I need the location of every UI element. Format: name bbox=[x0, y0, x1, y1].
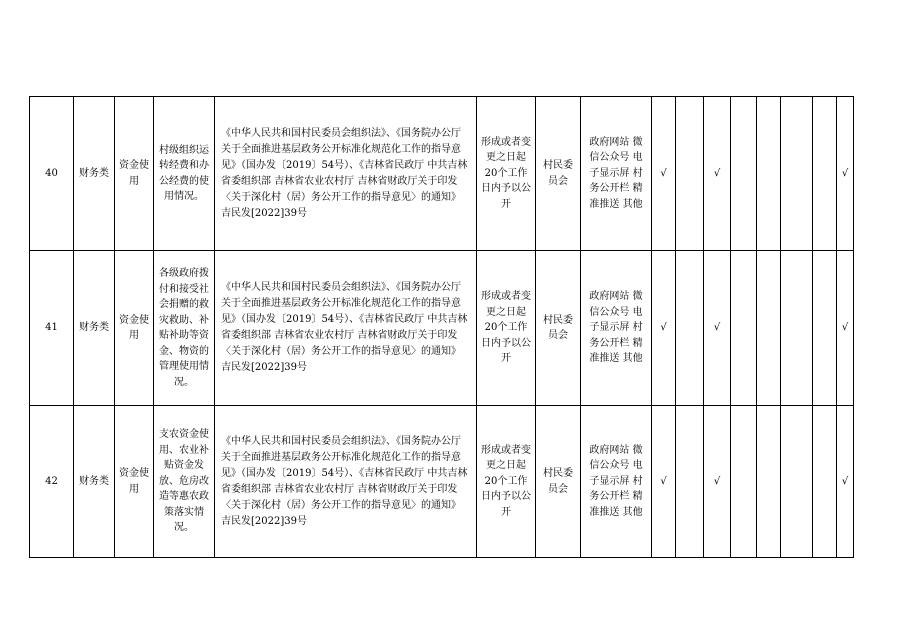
subcategory-cell: 资金使用 bbox=[115, 406, 154, 558]
basis-cell: 《中华人民共和国村民委员会组织法》、《国务院办公厅关于全面推进基层政务公开标准化规范化工作的指导意见》（国办发〔2019〕54号）、《吉林省民政厅 中共吉林省委组织部 吉林省农业农村厅 吉林省财政厅关于印发〈关于深化村（居）务公开工作的指导意见〉的通知》吉民发[2022]39号 bbox=[215, 406, 477, 558]
empty-mark-cell bbox=[757, 97, 781, 251]
timeline-cell: 形成或者变更之日起20个工作日内予以公开 bbox=[477, 406, 536, 558]
timeline-cell: 形成或者变更之日起20个工作日内予以公开 bbox=[477, 97, 536, 251]
empty-mark-cell bbox=[757, 251, 781, 406]
empty-mark-cell bbox=[813, 251, 837, 406]
subject-cell: 村民委员会 bbox=[536, 97, 581, 251]
check-mark-cell: √ bbox=[837, 97, 854, 251]
category-cell: 财务类 bbox=[74, 406, 115, 558]
empty-mark-cell bbox=[781, 251, 813, 406]
empty-mark-cell bbox=[731, 251, 757, 406]
check-mark-cell: √ bbox=[704, 251, 731, 406]
row-number: 42 bbox=[30, 406, 74, 558]
empty-mark-cell bbox=[813, 406, 837, 558]
empty-mark-cell bbox=[781, 406, 813, 558]
empty-mark-cell bbox=[781, 97, 813, 251]
disclosure-table bbox=[29, 96, 854, 558]
check-mark-cell: √ bbox=[837, 406, 854, 558]
subject-cell: 村民委员会 bbox=[536, 406, 581, 558]
content-cell: 村级组织运转经费和办公经费的使用情况。 bbox=[154, 97, 215, 251]
timeline-cell: 形成或者变更之日起20个工作日内予以公开 bbox=[477, 251, 536, 406]
empty-mark-cell bbox=[731, 406, 757, 558]
subcategory-cell: 资金使用 bbox=[115, 97, 154, 251]
empty-mark-cell bbox=[731, 97, 757, 251]
subcategory-cell: 资金使用 bbox=[115, 251, 154, 406]
check-mark-cell: √ bbox=[652, 406, 676, 558]
check-mark-cell: √ bbox=[704, 97, 731, 251]
table-row bbox=[30, 251, 854, 406]
channels-cell: 政府网站 微信公众号 电子显示屏 村务公开栏 精准推送 其他 bbox=[581, 97, 652, 251]
empty-mark-cell bbox=[757, 406, 781, 558]
row-number: 40 bbox=[30, 97, 74, 251]
check-mark-cell: √ bbox=[652, 251, 676, 406]
category-cell: 财务类 bbox=[74, 251, 115, 406]
table-row bbox=[30, 97, 854, 251]
check-mark-cell: √ bbox=[652, 97, 676, 251]
content-cell: 各级政府拨付和接受社会捐赠的救灾救助、补贴补助等资金、物资的管理使用情况。 bbox=[154, 251, 215, 406]
empty-mark-cell bbox=[676, 406, 704, 558]
empty-mark-cell bbox=[676, 251, 704, 406]
channels-cell: 政府网站 微信公众号 电子显示屏 村务公开栏 精准推送 其他 bbox=[581, 251, 652, 406]
empty-mark-cell bbox=[676, 97, 704, 251]
table-body bbox=[30, 97, 854, 558]
empty-mark-cell bbox=[813, 97, 837, 251]
category-cell: 财务类 bbox=[74, 97, 115, 251]
content-cell: 支农资金使用、农业补贴资金发放、危房改造等惠农政策落实情况。 bbox=[154, 406, 215, 558]
basis-cell: 《中华人民共和国村民委员会组织法》、《国务院办公厅关于全面推进基层政务公开标准化规范化工作的指导意见》（国办发〔2019〕54号）、《吉林省民政厅 中共吉林省委组织部 吉林省农业农村厅 吉林省财政厅关于印发〈关于深化村（居）务公开工作的指导意见〉的通知》吉民发[2022]39号 bbox=[215, 251, 477, 406]
check-mark-cell: √ bbox=[837, 251, 854, 406]
row-number: 41 bbox=[30, 251, 74, 406]
table-row bbox=[30, 406, 854, 558]
check-mark-cell: √ bbox=[704, 406, 731, 558]
subject-cell: 村民委员会 bbox=[536, 251, 581, 406]
basis-cell: 《中华人民共和国村民委员会组织法》、《国务院办公厅关于全面推进基层政务公开标准化规范化工作的指导意见》（国办发〔2019〕54号）、《吉林省民政厅 中共吉林省委组织部 吉林省农业农村厅 吉林省财政厅关于印发〈关于深化村（居）务公开工作的指导意见〉的通知》吉民发[2022]39号 bbox=[215, 97, 477, 251]
channels-cell: 政府网站 微信公众号 电子显示屏 村务公开栏 精准推送 其他 bbox=[581, 406, 652, 558]
